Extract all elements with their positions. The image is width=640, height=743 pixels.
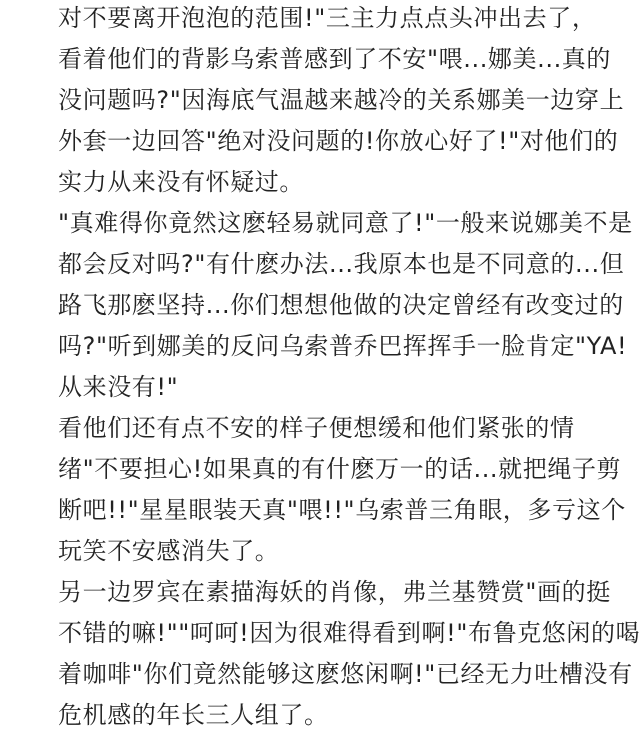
text-line: 看着他们的背影乌索普感到了不安"喂...娜美...真的 [58, 45, 612, 73]
text-line: 都会反对吗?"有什麽办法...我原本也是不同意的...但 [58, 250, 625, 278]
text-line: 实力从来没有怀疑过。 [58, 168, 304, 196]
text-line: "真难得你竟然这麽轻易就同意了!"一般来说娜美不是 [58, 209, 633, 237]
text-line: 对不要离开泡泡的范围!"三主力点点头冲出去了， [58, 4, 597, 32]
text-line: 危机感的年长三人组了。 [58, 701, 329, 729]
text-line: 外套一边回答"绝对没问题的!你放心好了!"对他们的 [58, 127, 619, 155]
text-line: 路飞那麽坚持...你们想想他做的决定曾经有改变过的 [58, 291, 624, 319]
text-line: 着咖啡"你们竟然能够这麽悠闲啊!"已经无力吐槽没有 [58, 660, 633, 688]
text-line: 看他们还有点不安的样子便想缓和他们紧张的情 [58, 414, 575, 442]
text-line: 吗?"听到娜美的反问乌索普乔巴挥挥手一脸肯定"YA! [58, 332, 628, 360]
text-line: 另一边罗宾在素描海妖的肖像，弗兰基赞赏"画的挺 [58, 578, 611, 606]
text-line: 从来没有!" [58, 373, 179, 401]
text-line: 断吧!!"星星眼装天真"喂!!"乌索普三角眼，多亏这个 [58, 496, 626, 524]
text-line: 玩笑不安感消失了。 [58, 537, 280, 565]
text-line: 绪"不要担心!如果真的有什麽万一的话...就把绳子剪 [58, 455, 622, 483]
text-line: 不错的嘛!""呵呵!因为很难得看到啊!"布鲁克悠闲的喝 [58, 619, 640, 647]
text-line: 没问题吗?"因海底气温越来越冷的关系娜美一边穿上 [58, 86, 625, 114]
